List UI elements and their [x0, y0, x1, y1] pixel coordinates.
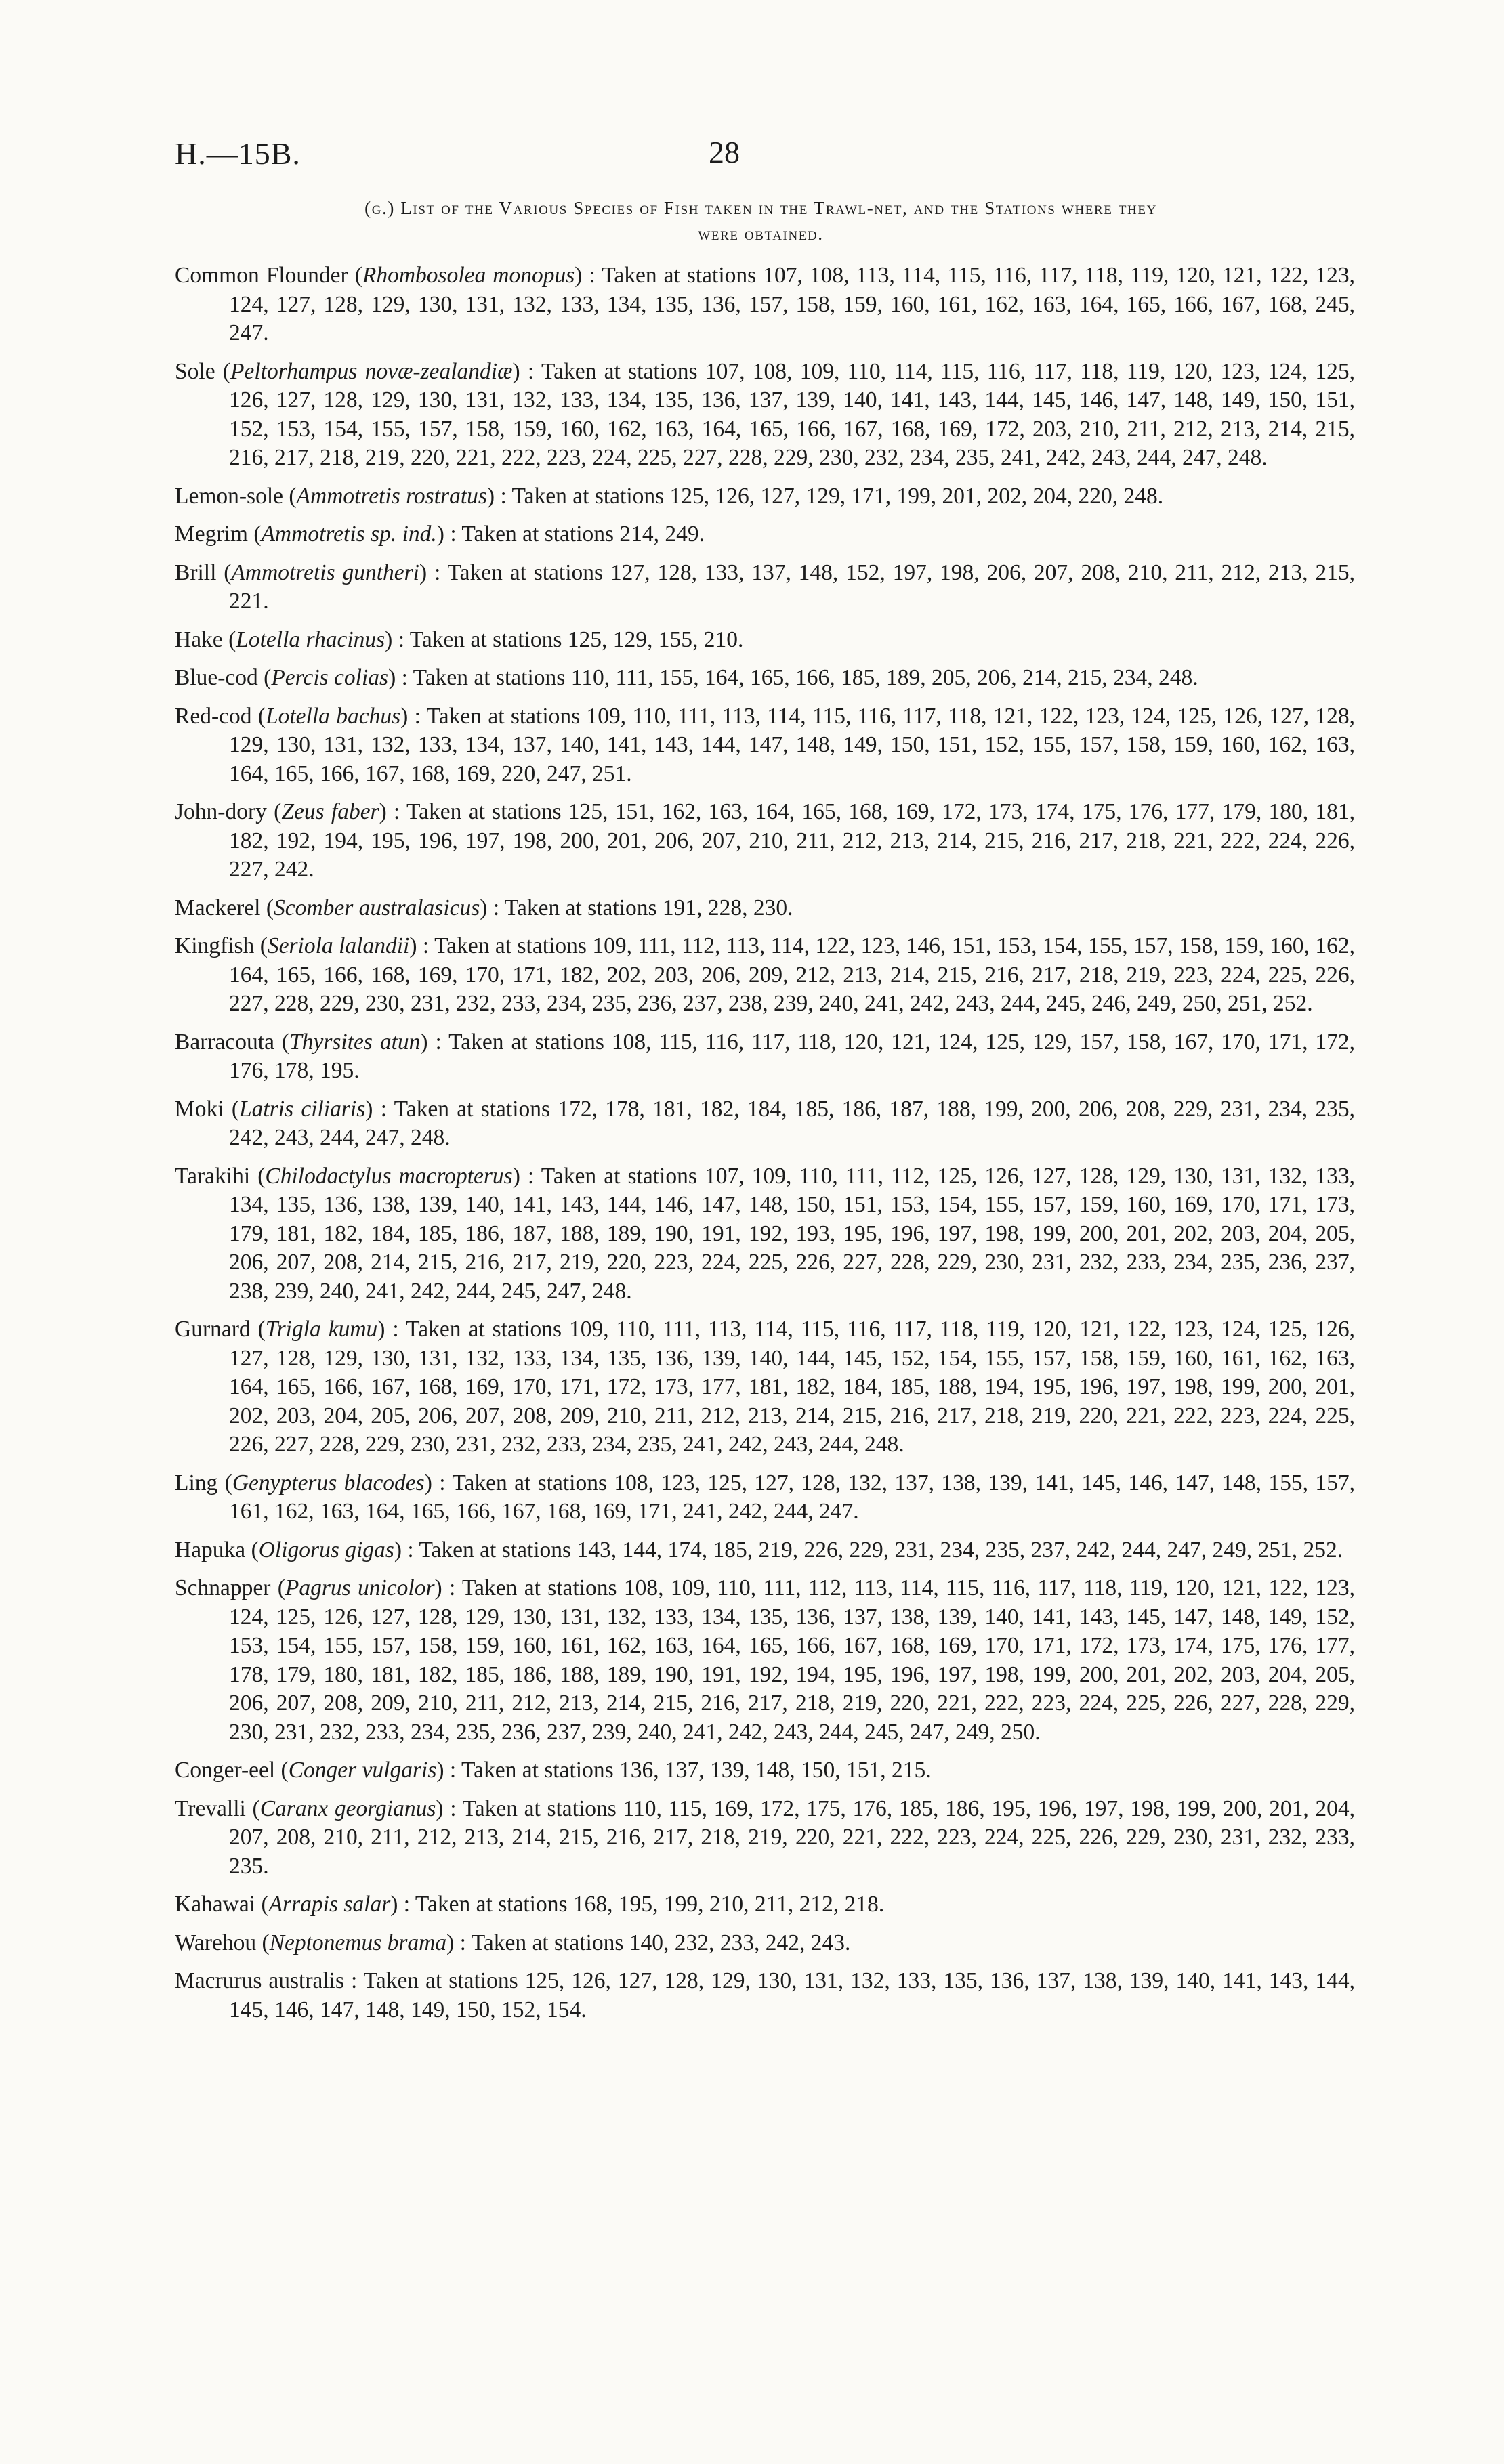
close-paren: ) :: [420, 1029, 449, 1055]
open-paren: (: [245, 1796, 260, 1821]
close-paren: ) :: [436, 522, 462, 547]
species-entry: [175, 261, 1355, 348]
species-common-name: Blue-cod: [175, 665, 258, 690]
species-entry: [175, 1095, 1355, 1153]
species-common-name: Conger-eel: [175, 1758, 276, 1783]
species-entry: [175, 1536, 1355, 1565]
species-scientific-name: Scomber australasicus: [274, 895, 480, 920]
open-paren: (: [348, 263, 362, 288]
species-common-name: Common Flounder: [175, 263, 348, 288]
close-paren: ) :: [480, 895, 505, 920]
species-common-name: Barracouta: [175, 1029, 274, 1055]
close-paren: ) :: [446, 1930, 472, 1955]
station-list: Taken at stations 108, 115, 116, 117, 118, 120, 121, 124, 125, 129, 157, 158, 167, 170, 171, 172, 176, 178, 195.: [229, 1029, 1356, 1083]
species-entry: [175, 482, 1355, 511]
species-scientific-name: Arrapis salar: [268, 1892, 391, 1917]
station-list: Taken at stations 125, 151, 162, 163, 164, 165, 168, 169, 172, 173, 174, 175, 176, 177, 179, 180, 181, 182, 192, 194, 195, 196, 197, 198, 200, 201, 206, 207, 210, 211, 212, 213, 214, 215, 216, 217, 218, 221, 222, 224, 226, 227, 242.: [229, 799, 1356, 882]
species-scientific-name: Trigla kumu: [265, 1317, 378, 1342]
open-paren: (: [245, 1537, 259, 1563]
close-paren: ) :: [390, 1892, 415, 1917]
species-entry: [175, 664, 1355, 693]
species-entry: [175, 932, 1355, 1019]
close-paren: ) :: [388, 665, 413, 690]
species-scientific-name: Ammotretis sp. ind.: [261, 522, 437, 547]
close-paren: :: [344, 1968, 364, 1993]
station-list: Taken at stations 108, 109, 110, 111, 112, 113, 114, 115, 116, 117, 118, 119, 120, 121, 122, 123, 124, 125, 126, 127, 128, 129, 130, 131, 132, 133, 134, 135, 136, 137, 138, 139, 140, 141, 143, 145, 147, 148, 149, 152, 153, 154, 155, 157, 158, 159, 160, 161, 162, 163, 164, 165, 166, 167, 168, 169, 170, 171, 172, 173, 174, 175, 176, 177, 178, 179, 180, 181, 182, 185, 186, 188, 189, 190, 191, 192, 194, 195, 196, 197, 198, 199, 200, 201, 202, 203, 204, 205, 206, 207, 208, 209, 210, 211, 212, 213, 214, 215, 216, 217, 218, 219, 220, 221, 222, 223, 224, 225, 226, 227, 228, 229, 230, 231, 232, 233, 234, 235, 236, 237, 239, 240, 241, 242, 243, 244, 245, 247, 249, 250.: [229, 1575, 1356, 1745]
open-paren: (: [216, 559, 232, 585]
station-list: Taken at stations 107, 108, 113, 114, 115, 116, 117, 118, 119, 120, 121, 122, 123, 124, 127, 128, 129, 130, 131, 132, 133, 134, 135, 136, 157, 158, 159, 160, 161, 162, 163, 164, 165, 166, 167, 168, 245, 247.: [229, 263, 1355, 345]
species-common-name: Trevalli: [175, 1796, 246, 1821]
species-list: [175, 261, 1355, 2034]
open-paren: (: [254, 933, 268, 958]
species-entry: [175, 894, 1355, 923]
species-common-name: Hake: [175, 626, 223, 652]
species-entry: [175, 626, 1355, 655]
open-paren: (: [275, 1758, 289, 1783]
close-paren: ) :: [409, 933, 435, 958]
species-common-name: Gurnard: [175, 1317, 251, 1342]
page-number: 28: [709, 135, 740, 169]
station-list: Taken at stations 125, 126, 127, 129, 171, 199, 201, 202, 204, 220, 248.: [511, 483, 1164, 509]
close-paren: ) :: [512, 358, 541, 384]
station-list: Taken at stations 191, 228, 230.: [504, 895, 793, 920]
close-paren: ) :: [379, 799, 407, 824]
species-entry: [175, 1890, 1355, 1919]
open-paren: (: [255, 1892, 269, 1917]
close-paren: ) :: [434, 1575, 463, 1600]
open-paren: (: [251, 703, 266, 729]
species-common-name: John-dory: [175, 799, 267, 824]
species-scientific-name: Pagrus unicolor: [285, 1575, 435, 1600]
section-title-line2: were obtained.: [698, 224, 824, 244]
open-paren: (: [274, 1029, 290, 1055]
species-entry: [175, 1574, 1355, 1747]
species-common-name: Macrurus australis: [175, 1968, 345, 1993]
species-entry: [175, 1967, 1355, 2024]
close-paren: ) :: [436, 1796, 463, 1821]
species-scientific-name: Oligorus gigas: [258, 1537, 394, 1563]
station-list: Taken at stations 125, 126, 127, 128, 129, 130, 131, 132, 133, 135, 136, 137, 138, 139, 140, 141, 143, 144, 145, 146, 147, 148, 149, 150, 152, 154.: [229, 1968, 1356, 2022]
species-common-name: Hapuka: [175, 1537, 246, 1563]
station-list: Taken at stations 109, 110, 111, 113, 114, 115, 116, 117, 118, 121, 122, 123, 124, 125, 126, 127, 128, 129, 130, 131, 132, 133, 134, 137, 140, 141, 143, 144, 147, 148, 149, 150, 151, 152, 155, 157, 158, 159, 160, 162, 163, 164, 165, 166, 167, 168, 169, 220, 247, 251.: [229, 703, 1356, 786]
open-paren: (: [283, 483, 297, 509]
species-common-name: Schnapper: [175, 1575, 271, 1600]
species-entry: [175, 798, 1355, 885]
open-paren: (: [250, 1163, 266, 1189]
species-scientific-name: Peltorhampus novæ-zealandiæ: [230, 358, 513, 384]
close-paren: ) :: [385, 626, 410, 652]
open-paren: (: [215, 358, 231, 384]
species-scientific-name: Ammotretis rostratus: [296, 483, 487, 509]
species-scientific-name: Neptonemus brama: [269, 1930, 447, 1955]
open-paren: (: [266, 799, 282, 824]
station-list: Taken at stations 107, 109, 110, 111, 112, 125, 126, 127, 128, 129, 130, 131, 132, 133, 134, 135, 136, 138, 139, 140, 141, 143, 144, 146, 147, 148, 150, 151, 153, 154, 155, 157, 159, 160, 169, 170, 171, 173, 179, 181, 182, 184, 185, 186, 187, 188, 189, 190, 191, 192, 193, 195, 196, 197, 198, 199, 200, 201, 202, 203, 204, 205, 206, 207, 208, 214, 215, 216, 217, 219, 220, 223, 224, 225, 226, 227, 228, 229, 230, 231, 232, 233, 234, 235, 236, 237, 238, 239, 240, 241, 242, 244, 245, 247, 248.: [229, 1163, 1356, 1304]
species-common-name: Lemon-sole: [175, 483, 284, 509]
species-scientific-name: Ammotretis guntheri: [231, 559, 419, 585]
close-paren: ) :: [512, 1163, 541, 1189]
species-scientific-name: Genypterus blacodes: [232, 1470, 425, 1495]
species-scientific-name: Chilodactylus macropterus: [265, 1163, 513, 1189]
station-list: Taken at stations 108, 123, 125, 127, 128, 132, 137, 138, 139, 141, 145, 146, 147, 148, 155, 157, 161, 162, 163, 164, 165, 166, 167, 168, 169, 171, 241, 242, 244, 247.: [229, 1470, 1356, 1524]
species-entry: [175, 1795, 1355, 1882]
close-paren: ) :: [486, 483, 512, 509]
species-entry: [175, 1929, 1355, 1958]
species-common-name: Sole: [175, 358, 215, 384]
station-list: Taken at stations 140, 232, 233, 242, 243.: [471, 1930, 851, 1955]
species-scientific-name: Lotella rhacinus: [236, 626, 385, 652]
section-heading: [175, 195, 1347, 247]
species-common-name: Kingfish: [175, 933, 255, 958]
close-paren: ) :: [365, 1096, 394, 1122]
species-scientific-name: Thyrsites atun: [289, 1029, 421, 1055]
open-paren: (: [217, 1470, 232, 1495]
species-scientific-name: Lotella bachus: [265, 703, 401, 729]
species-scientific-name: Caranx georgianus: [259, 1796, 436, 1821]
report-reference: H.—15B.: [175, 136, 301, 171]
station-list: Taken at stations 136, 137, 139, 148, 150, 151, 215.: [461, 1758, 932, 1783]
close-paren: ) :: [394, 1537, 419, 1563]
species-scientific-name: Percis colias: [271, 665, 389, 690]
species-common-name: Moki: [175, 1096, 224, 1122]
station-list: Taken at stations 107, 108, 109, 110, 114, 115, 116, 117, 118, 119, 120, 123, 124, 125, 126, 127, 128, 129, 130, 131, 132, 133, 134, 135, 136, 137, 139, 140, 141, 143, 144, 145, 146, 147, 148, 149, 150, 151, 152, 153, 154, 155, 157, 158, 159, 160, 162, 163, 164, 165, 166, 167, 168, 169, 172, 203, 210, 211, 212, 213, 214, 215, 216, 217, 218, 219, 220, 221, 222, 223, 224, 225, 227, 228, 229, 230, 232, 234, 235, 241, 242, 243, 244, 247, 248.: [229, 358, 1356, 470]
open-paren: (: [260, 895, 274, 920]
species-common-name: Megrim: [175, 522, 248, 547]
species-entry: [175, 559, 1355, 616]
section-title-line1: List of the Various Species of Fish taken in the Trawl-net, and the Stations where they: [400, 198, 1157, 218]
close-paren: ) :: [377, 1317, 406, 1342]
species-entry: [175, 358, 1355, 473]
station-list: Taken at stations 125, 129, 155, 210.: [409, 626, 744, 652]
close-paren: ) :: [400, 703, 427, 729]
species-entry: [175, 1756, 1355, 1785]
close-paren: ) :: [575, 263, 602, 288]
close-paren: ) :: [419, 559, 448, 585]
open-paren: (: [257, 665, 272, 690]
close-paren: ) :: [436, 1758, 461, 1783]
station-list: Taken at stations 109, 111, 112, 113, 114, 122, 123, 146, 151, 153, 154, 155, 157, 158, 159, 160, 162, 164, 165, 166, 168, 169, 170, 171, 182, 202, 203, 206, 209, 212, 213, 214, 215, 216, 217, 218, 219, 223, 224, 225, 226, 227, 228, 229, 230, 231, 232, 233, 234, 235, 236, 237, 238, 239, 240, 241, 242, 243, 244, 245, 246, 249, 250, 251, 252.: [229, 933, 1355, 1016]
species-scientific-name: Rhombosolea monopus: [362, 263, 575, 288]
species-common-name: Kahawai: [175, 1892, 256, 1917]
species-common-name: Brill: [175, 559, 217, 585]
species-scientific-name: Conger vulgaris: [288, 1758, 437, 1783]
species-scientific-name: Latris ciliaris: [239, 1096, 366, 1122]
station-list: Taken at stations 143, 144, 174, 185, 219, 226, 229, 231, 234, 235, 237, 242, 244, 247, 249, 251, 252.: [419, 1537, 1343, 1563]
station-list: Taken at stations 127, 128, 133, 137, 148, 152, 197, 198, 206, 207, 208, 210, 211, 212, 213, 215, 221.: [229, 559, 1356, 614]
open-paren: (: [224, 1096, 240, 1122]
species-entry: [175, 702, 1355, 789]
station-list: Taken at stations 214, 249.: [461, 522, 705, 547]
species-common-name: Tarakihi: [175, 1163, 251, 1189]
open-paren: (: [270, 1575, 285, 1600]
open-paren: (: [247, 522, 262, 547]
species-entry: [175, 520, 1355, 549]
species-entry: [175, 1028, 1355, 1086]
species-common-name: Mackerel: [175, 895, 261, 920]
section-label: (g.): [364, 198, 395, 218]
open-paren: (: [256, 1930, 270, 1955]
species-entry: [175, 1469, 1355, 1527]
open-paren: (: [250, 1317, 266, 1342]
species-common-name: Warehou: [175, 1930, 257, 1955]
species-entry: [175, 1315, 1355, 1460]
close-paren: ) :: [424, 1470, 453, 1495]
species-scientific-name: Zeus faber: [281, 799, 379, 824]
station-list: Taken at stations 110, 111, 155, 164, 165, 166, 185, 189, 205, 206, 214, 215, 234, 248.: [413, 665, 1198, 690]
species-common-name: Red-cod: [175, 703, 252, 729]
station-list: Taken at stations 110, 115, 169, 172, 175, 176, 185, 186, 195, 196, 197, 198, 199, 200, 201, 204, 207, 208, 210, 211, 212, 213, 214, 215, 216, 217, 218, 219, 220, 221, 222, 223, 224, 225, 226, 229, 230, 231, 232, 233, 235.: [229, 1796, 1356, 1879]
station-list: Taken at stations 168, 195, 199, 210, 211, 212, 218.: [415, 1892, 885, 1917]
species-common-name: Ling: [175, 1470, 218, 1495]
station-list: Taken at stations 172, 178, 181, 182, 184, 185, 186, 187, 188, 199, 200, 206, 208, 229, 231, 234, 235, 242, 243, 244, 247, 248.: [229, 1096, 1356, 1150]
station-list: Taken at stations 109, 110, 111, 113, 114, 115, 116, 117, 118, 119, 120, 121, 122, 123, 124, 125, 126, 127, 128, 129, 130, 131, 132, 133, 134, 135, 136, 139, 140, 144, 145, 152, 154, 155, 157, 158, 159, 160, 161, 162, 163, 164, 165, 166, 167, 168, 169, 170, 171, 172, 173, 177, 181, 182, 184, 185, 188, 194, 195, 196, 197, 198, 199, 200, 201, 202, 203, 204, 205, 206, 207, 208, 209, 210, 211, 212, 213, 214, 215, 216, 217, 218, 219, 220, 221, 222, 223, 224, 225, 226, 227, 228, 229, 230, 231, 232, 233, 234, 235, 241, 242, 243, 244, 248.: [229, 1317, 1356, 1457]
species-scientific-name: Seriola lalandii: [267, 933, 410, 958]
open-paren: (: [222, 626, 236, 652]
species-entry: [175, 1162, 1355, 1307]
